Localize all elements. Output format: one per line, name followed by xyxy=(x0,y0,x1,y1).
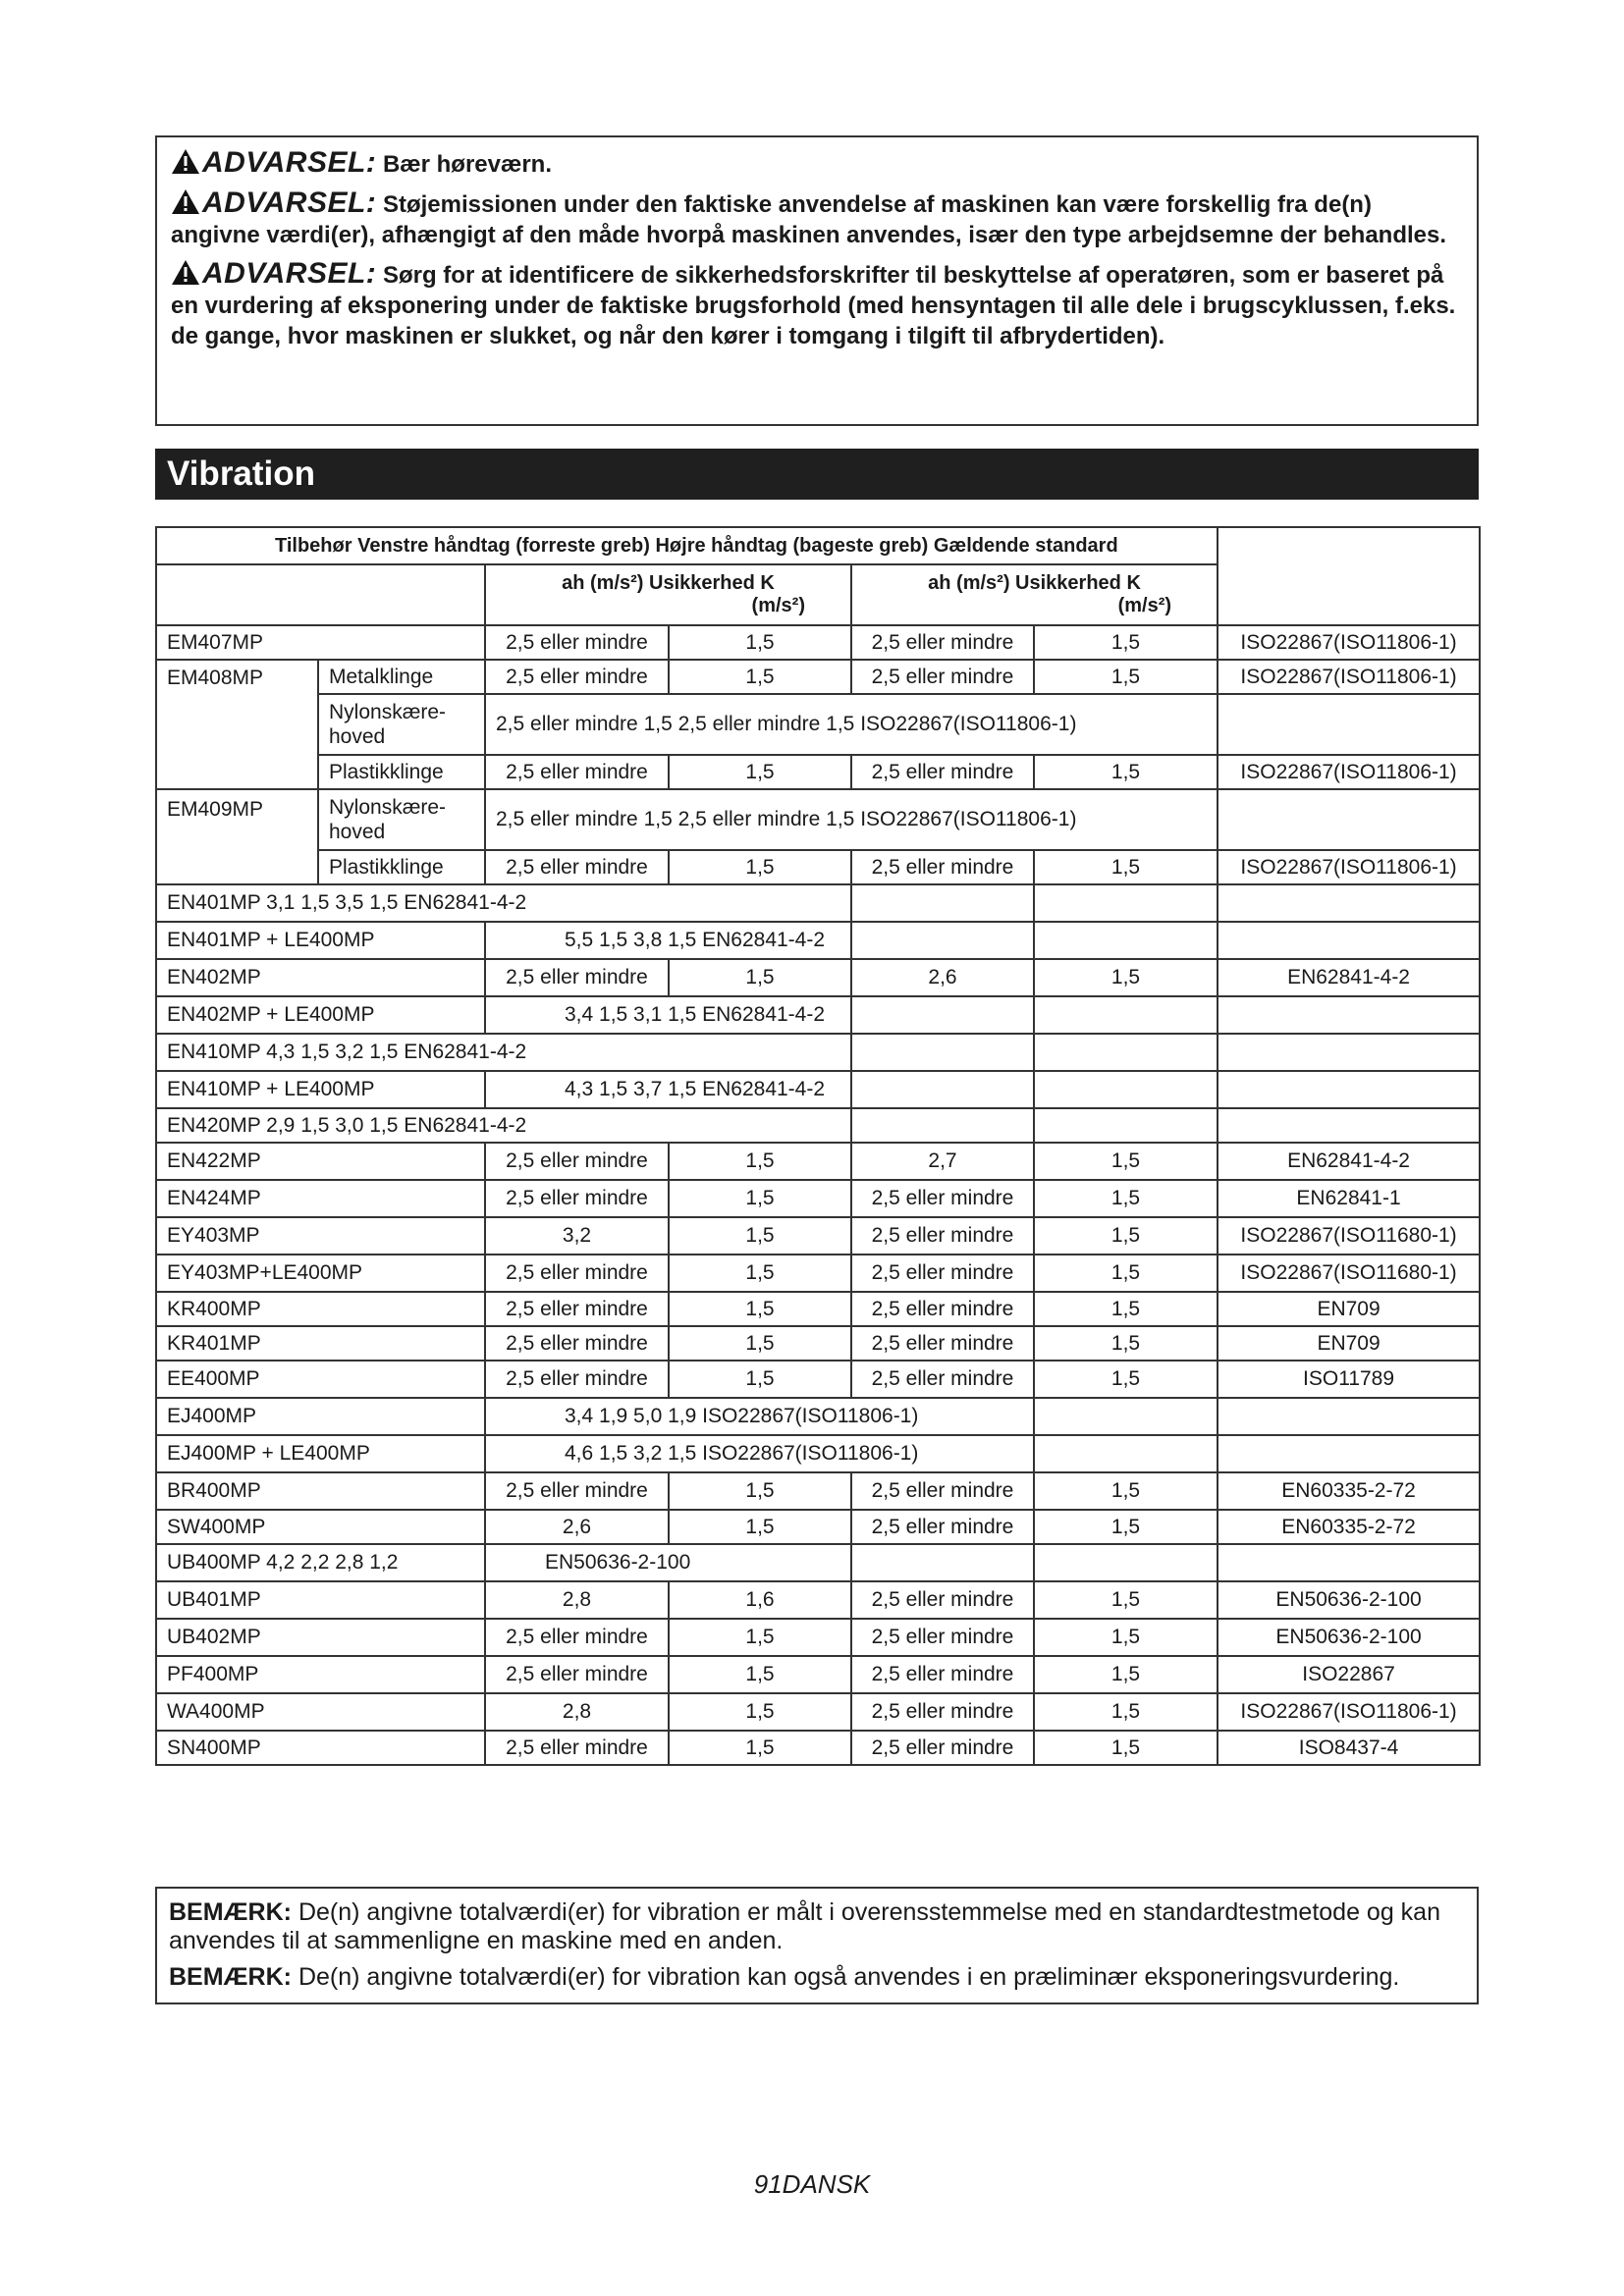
right-ah-cell: 2,5 eller mindre xyxy=(851,1326,1034,1361)
empty-cell xyxy=(1218,1071,1480,1108)
note-label: BEMÆRK: xyxy=(169,1963,292,1991)
table-row xyxy=(156,1693,1480,1731)
empty-cell xyxy=(1218,789,1480,850)
model-cell: EJ400MP xyxy=(156,1398,485,1435)
standard-cell: EN50636-2-100 xyxy=(1218,1581,1480,1619)
header-right-unit: (m/s²) xyxy=(1117,595,1172,616)
section-title: Vibration xyxy=(155,449,1479,500)
table-row xyxy=(156,1656,1480,1693)
standard-cell: ISO22867(ISO11806-1) xyxy=(1218,625,1480,660)
table-row xyxy=(156,1034,1480,1071)
model-cell: UB401MP xyxy=(156,1581,485,1619)
standard-cell: EN60335-2-72 xyxy=(1218,1472,1480,1510)
right-ah-cell: 2,5 eller mindre xyxy=(851,1619,1034,1656)
standard-cell: ISO22867 xyxy=(1218,1656,1480,1693)
standard-cell: EN709 xyxy=(1218,1326,1480,1361)
left-ah-cell: 2,5 eller mindre xyxy=(485,959,669,996)
empty-cell xyxy=(1034,1435,1218,1472)
table-header-standard xyxy=(1218,527,1480,625)
empty-cell xyxy=(1034,884,1218,922)
warning-3 xyxy=(171,258,1463,351)
table-row xyxy=(156,789,1480,850)
right-ah-cell: 2,5 eller mindre xyxy=(851,1731,1034,1765)
table-header-blank xyxy=(156,564,485,625)
right-ah-cell: 2,5 eller mindre xyxy=(851,1581,1034,1619)
flattened-row-cell: EN420MP 2,9 1,5 3,0 1,5 EN62841-4-2 xyxy=(156,1108,851,1143)
left-ah-cell: 2,5 eller mindre xyxy=(485,1472,669,1510)
empty-cell xyxy=(851,1034,1034,1071)
empty-cell xyxy=(851,884,1034,922)
standard-cell: ISO22867(ISO11806-1) xyxy=(1218,1693,1480,1731)
model-cell: EM407MP xyxy=(156,625,485,660)
flattened-row-cell: UB400MP 4,2 2,2 2,8 1,2 xyxy=(156,1544,485,1581)
right-k-cell: 1,5 xyxy=(1034,1292,1218,1326)
empty-cell xyxy=(1034,996,1218,1034)
right-k-cell: 1,5 xyxy=(1034,850,1218,884)
empty-cell xyxy=(1218,1108,1480,1143)
left-ah-cell: 2,5 eller mindre xyxy=(485,1326,669,1361)
empty-cell xyxy=(1218,1034,1480,1071)
right-ah-cell: 2,5 eller mindre xyxy=(851,1510,1034,1544)
empty-cell xyxy=(1218,884,1480,922)
table-row xyxy=(156,1143,1480,1180)
model-cell: EM408MP xyxy=(156,660,318,789)
standard-cell: ISO22867(ISO11806-1) xyxy=(1218,660,1480,694)
right-k-cell: 1,5 xyxy=(1034,1472,1218,1510)
table-row xyxy=(156,1255,1480,1292)
right-k-cell: 1,5 xyxy=(1034,1143,1218,1180)
table-header-row xyxy=(156,527,1480,564)
model-cell: EM409MP xyxy=(156,789,318,884)
table-row xyxy=(156,625,1480,660)
header-right-ah: ah (m/s²) Usikkerhed K xyxy=(928,572,1141,594)
table-row xyxy=(156,1361,1480,1398)
empty-cell xyxy=(1034,1071,1218,1108)
table-row xyxy=(156,1544,1480,1581)
table-row xyxy=(156,1510,1480,1544)
left-k-cell: 1,5 xyxy=(669,1217,851,1255)
empty-cell xyxy=(1218,694,1480,755)
model-cell: EY403MP xyxy=(156,1217,485,1255)
model-cell: PF400MP xyxy=(156,1656,485,1693)
model-cell: WA400MP xyxy=(156,1693,485,1731)
flattened-values-cell: 2,5 eller mindre 1,5 2,5 eller mindre 1,5 ISO22867(ISO11806-1) xyxy=(485,789,1218,850)
warning-triangle-icon xyxy=(171,148,200,175)
empty-cell xyxy=(1218,996,1480,1034)
table-row xyxy=(156,1731,1480,1765)
left-k-cell: 1,5 xyxy=(669,1255,851,1292)
standard-cell: EN50636-2-100 xyxy=(485,1544,851,1581)
flattened-values-cell: 3,4 1,9 5,0 1,9 ISO22867(ISO11806-1) xyxy=(485,1398,1034,1435)
right-ah-cell: 2,5 eller mindre xyxy=(851,1255,1034,1292)
standard-cell: EN60335-2-72 xyxy=(1218,1510,1480,1544)
vibration-table xyxy=(155,526,1481,1766)
right-k-cell: 1,5 xyxy=(1034,959,1218,996)
right-k-cell: 1,5 xyxy=(1034,1731,1218,1765)
left-k-cell: 1,6 xyxy=(669,1581,851,1619)
right-k-cell: 1,5 xyxy=(1034,1581,1218,1619)
empty-cell xyxy=(1034,922,1218,959)
table-row xyxy=(156,660,1480,694)
accessory-cell: Nylonskære-hoved xyxy=(318,789,485,850)
model-cell: EN422MP xyxy=(156,1143,485,1180)
header-left-unit: (m/s²) xyxy=(751,595,805,616)
empty-cell xyxy=(1034,1544,1218,1581)
right-ah-cell: 2,5 eller mindre xyxy=(851,1656,1034,1693)
right-ah-cell: 2,5 eller mindre xyxy=(851,1217,1034,1255)
left-ah-cell: 2,5 eller mindre xyxy=(485,1180,669,1217)
model-cell: EN401MP + LE400MP xyxy=(156,922,485,959)
warning-triangle-icon xyxy=(171,188,200,215)
table-row xyxy=(156,884,1480,922)
warning-text: Sørg for at identificere de sikkerhedsforskrifter til beskyttelse af operatøren, som er baseret på en vurdering af eksponering under de faktiske brugsforhold (med hensyntagen til alle dele i brugscyklussen, f.eks. de gange, hvor maskinen er slukket, og når den kører i tomgang i tilgift til afbrydertiden). xyxy=(171,262,1456,349)
accessory-cell: Metalklinge xyxy=(318,660,485,694)
note-text: De(n) angivne totalværdi(er) for vibration er målt i overensstemmelse med en standardtestmetode og kan anvendes til at sammenligne en maskine med en anden. xyxy=(169,1898,1440,1954)
standard-cell: ISO22867(ISO11680-1) xyxy=(1218,1217,1480,1255)
model-cell: EN402MP + LE400MP xyxy=(156,996,485,1034)
model-cell: KR400MP xyxy=(156,1292,485,1326)
model-cell: SN400MP xyxy=(156,1731,485,1765)
standard-cell: ISO11789 xyxy=(1218,1361,1480,1398)
left-ah-cell: 2,5 eller mindre xyxy=(485,1619,669,1656)
left-k-cell: 1,5 xyxy=(669,660,851,694)
left-k-cell: 1,5 xyxy=(669,850,851,884)
left-k-cell: 1,5 xyxy=(669,1472,851,1510)
note-2 xyxy=(169,1963,1465,1992)
table-row xyxy=(156,922,1480,959)
empty-cell xyxy=(851,1108,1034,1143)
table-row xyxy=(156,996,1480,1034)
empty-cell xyxy=(1218,1435,1480,1472)
table-row xyxy=(156,850,1480,884)
right-ah-cell: 2,5 eller mindre xyxy=(851,850,1034,884)
table-row xyxy=(156,1581,1480,1619)
note-label: BEMÆRK: xyxy=(169,1898,292,1926)
standard-cell: EN709 xyxy=(1218,1292,1480,1326)
flattened-values-cell: 5,5 1,5 3,8 1,5 EN62841-4-2 xyxy=(485,922,851,959)
warning-label: ADVARSEL: xyxy=(202,146,377,179)
standard-cell: ISO8437-4 xyxy=(1218,1731,1480,1765)
table-row xyxy=(156,1472,1480,1510)
left-k-cell: 1,5 xyxy=(669,1143,851,1180)
accessory-cell: Nylonskære-hoved xyxy=(318,694,485,755)
accessory-cell: Plastikklinge xyxy=(318,755,485,789)
empty-cell xyxy=(1034,1398,1218,1435)
warning-triangle-icon xyxy=(171,259,200,286)
right-k-cell: 1,5 xyxy=(1034,1326,1218,1361)
table-row xyxy=(156,1435,1480,1472)
warning-2 xyxy=(171,187,1463,250)
right-k-cell: 1,5 xyxy=(1034,660,1218,694)
standard-cell: EN50636-2-100 xyxy=(1218,1619,1480,1656)
right-k-cell: 1,5 xyxy=(1034,755,1218,789)
model-cell: KR401MP xyxy=(156,1326,485,1361)
left-ah-cell: 2,5 eller mindre xyxy=(485,850,669,884)
flattened-row-cell: EN410MP 4,3 1,5 3,2 1,5 EN62841-4-2 xyxy=(156,1034,851,1071)
left-ah-cell: 2,5 eller mindre xyxy=(485,755,669,789)
standard-cell: EN62841-4-2 xyxy=(1218,1143,1480,1180)
standard-cell: ISO22867(ISO11806-1) xyxy=(1218,850,1480,884)
left-ah-cell: 2,5 eller mindre xyxy=(485,1731,669,1765)
left-k-cell: 1,5 xyxy=(669,1361,851,1398)
table-row xyxy=(156,1180,1480,1217)
flattened-values-cell: 4,3 1,5 3,7 1,5 EN62841-4-2 xyxy=(485,1071,851,1108)
right-ah-cell: 2,5 eller mindre xyxy=(851,1180,1034,1217)
warning-1 xyxy=(171,147,1463,180)
left-k-cell: 1,5 xyxy=(669,1731,851,1765)
table-header-right-handle xyxy=(851,564,1218,625)
right-k-cell: 1,5 xyxy=(1034,1693,1218,1731)
model-cell: EE400MP xyxy=(156,1361,485,1398)
right-ah-cell: 2,7 xyxy=(851,1143,1034,1180)
model-cell: UB402MP xyxy=(156,1619,485,1656)
empty-cell xyxy=(1218,1544,1480,1581)
header-left-ah: ah (m/s²) Usikkerhed K xyxy=(562,572,775,594)
left-ah-cell: 2,5 eller mindre xyxy=(485,660,669,694)
table-row xyxy=(156,755,1480,789)
empty-cell xyxy=(1218,922,1480,959)
right-ah-cell: 2,5 eller mindre xyxy=(851,1472,1034,1510)
model-cell: EN424MP xyxy=(156,1180,485,1217)
table-row xyxy=(156,959,1480,996)
empty-cell xyxy=(851,922,1034,959)
model-cell: EN402MP xyxy=(156,959,485,996)
left-ah-cell: 2,5 eller mindre xyxy=(485,1292,669,1326)
model-cell: SW400MP xyxy=(156,1510,485,1544)
flattened-values-cell: 2,5 eller mindre 1,5 2,5 eller mindre 1,5 ISO22867(ISO11806-1) xyxy=(485,694,1218,755)
table-row xyxy=(156,1326,1480,1361)
right-k-cell: 1,5 xyxy=(1034,1361,1218,1398)
standard-cell: ISO22867(ISO11680-1) xyxy=(1218,1255,1480,1292)
warning-text: Støjemissionen under den faktiske anvendelse af maskinen kan være forskellig fra de(n) angivne værdi(er), afhængigt af den måde hvorpå maskinen anvendes, især den type arbejdsemne der behandles. xyxy=(171,191,1447,248)
page-footer: 91DANSK xyxy=(753,2169,871,2199)
empty-cell xyxy=(1034,1108,1218,1143)
left-k-cell: 1,5 xyxy=(669,1656,851,1693)
table-row xyxy=(156,1217,1480,1255)
right-k-cell: 1,5 xyxy=(1034,1619,1218,1656)
right-k-cell: 1,5 xyxy=(1034,1656,1218,1693)
left-ah-cell: 2,5 eller mindre xyxy=(485,1143,669,1180)
right-ah-cell: 2,5 eller mindre xyxy=(851,1292,1034,1326)
right-k-cell: 1,5 xyxy=(1034,1510,1218,1544)
standard-cell: EN62841-1 xyxy=(1218,1180,1480,1217)
right-ah-cell: 2,6 xyxy=(851,959,1034,996)
empty-cell xyxy=(1034,1034,1218,1071)
table-row xyxy=(156,1292,1480,1326)
empty-cell xyxy=(1218,1398,1480,1435)
right-k-cell: 1,5 xyxy=(1034,625,1218,660)
left-k-cell: 1,5 xyxy=(669,625,851,660)
flattened-row-cell: EN401MP 3,1 1,5 3,5 1,5 EN62841-4-2 xyxy=(156,884,851,922)
standard-cell: ISO22867(ISO11806-1) xyxy=(1218,755,1480,789)
left-ah-cell: 2,8 xyxy=(485,1581,669,1619)
flattened-values-cell: 4,6 1,5 3,2 1,5 ISO22867(ISO11806-1) xyxy=(485,1435,1034,1472)
left-ah-cell: 2,5 eller mindre xyxy=(485,1255,669,1292)
right-k-cell: 1,5 xyxy=(1034,1180,1218,1217)
warning-label: ADVARSEL: xyxy=(202,257,377,290)
left-ah-cell: 3,2 xyxy=(485,1217,669,1255)
note-box xyxy=(155,1887,1479,2004)
table-row xyxy=(156,1108,1480,1143)
right-ah-cell: 2,5 eller mindre xyxy=(851,1693,1034,1731)
model-cell: BR400MP xyxy=(156,1472,485,1510)
note-text: De(n) angivne totalværdi(er) for vibration kan også anvendes i en præliminær eksponeringsvurdering. xyxy=(298,1963,1400,1991)
right-ah-cell: 2,5 eller mindre xyxy=(851,625,1034,660)
left-ah-cell: 2,8 xyxy=(485,1693,669,1731)
warning-label: ADVARSEL: xyxy=(202,187,377,219)
left-k-cell: 1,5 xyxy=(669,1326,851,1361)
flattened-values-cell: 3,4 1,5 3,1 1,5 EN62841-4-2 xyxy=(485,996,851,1034)
model-cell: EJ400MP + LE400MP xyxy=(156,1435,485,1472)
right-ah-cell: 2,5 eller mindre xyxy=(851,755,1034,789)
left-k-cell: 1,5 xyxy=(669,1693,851,1731)
standard-cell: EN62841-4-2 xyxy=(1218,959,1480,996)
left-k-cell: 1,5 xyxy=(669,1619,851,1656)
table-row xyxy=(156,1071,1480,1108)
table-header-top: Tilbehør Venstre håndtag (forreste greb) Højre håndtag (bageste greb) Gældende standard xyxy=(156,527,1218,564)
left-ah-cell: 2,5 eller mindre xyxy=(485,1361,669,1398)
left-ah-cell: 2,5 eller mindre xyxy=(485,625,669,660)
right-k-cell: 1,5 xyxy=(1034,1255,1218,1292)
warning-box xyxy=(155,135,1479,426)
table-header-left-handle xyxy=(485,564,851,625)
accessory-cell: Plastikklinge xyxy=(318,850,485,884)
model-cell: EN410MP + LE400MP xyxy=(156,1071,485,1108)
model-cell: EY403MP+LE400MP xyxy=(156,1255,485,1292)
table-row xyxy=(156,1398,1480,1435)
left-ah-cell: 2,5 eller mindre xyxy=(485,1656,669,1693)
left-k-cell: 1,5 xyxy=(669,755,851,789)
left-k-cell: 1,5 xyxy=(669,959,851,996)
left-k-cell: 1,5 xyxy=(669,1292,851,1326)
empty-cell xyxy=(851,996,1034,1034)
warning-text: Bær høreværn. xyxy=(382,151,552,178)
empty-cell xyxy=(851,1071,1034,1108)
table-row xyxy=(156,694,1480,755)
left-ah-cell: 2,6 xyxy=(485,1510,669,1544)
right-k-cell: 1,5 xyxy=(1034,1217,1218,1255)
table-row xyxy=(156,1619,1480,1656)
right-ah-cell: 2,5 eller mindre xyxy=(851,660,1034,694)
empty-cell xyxy=(851,1544,1034,1581)
note-1 xyxy=(169,1898,1465,1955)
right-ah-cell: 2,5 eller mindre xyxy=(851,1361,1034,1398)
left-k-cell: 1,5 xyxy=(669,1180,851,1217)
left-k-cell: 1,5 xyxy=(669,1510,851,1544)
